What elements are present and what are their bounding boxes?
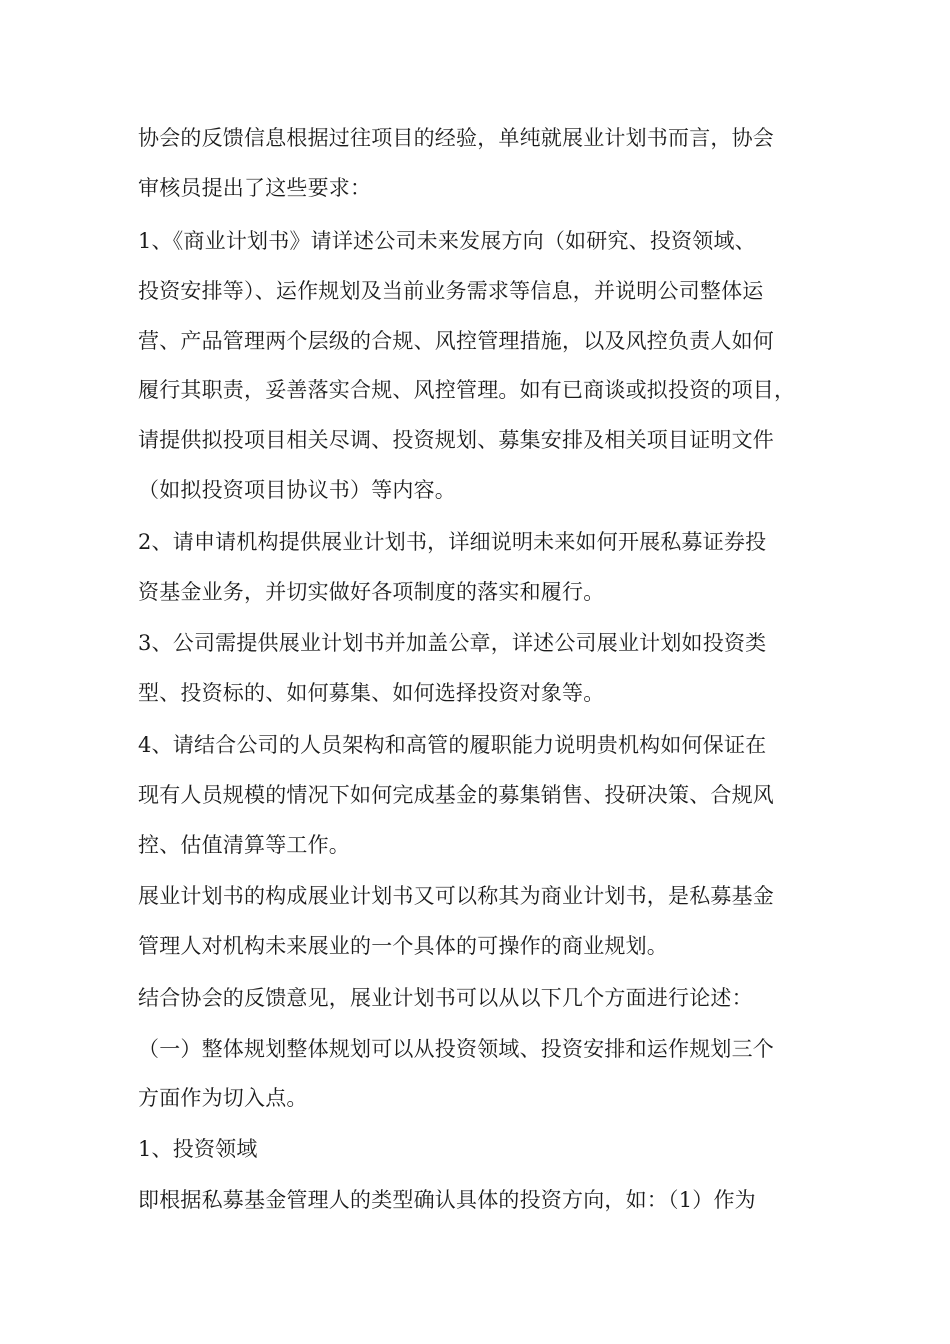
text-line: 投资安排等）、运作规划及当前业务需求等信息，并说明公司整体运 <box>138 279 764 303</box>
text-line: 型、投资标的、如何募集、如何选择投资对象等。 <box>138 681 605 705</box>
text-line: （如拟投资项目协议书）等内容。 <box>138 478 456 502</box>
text-line: 结合协会的反馈意见，展业计划书可以从以下几个方面进行论述： <box>138 986 753 1010</box>
text-line: 方面作为切入点。 <box>138 1086 308 1110</box>
text-line: 即根据私募基金管理人的类型确认具体的投资方向，如：（1）作为 <box>138 1188 756 1212</box>
text-line: 展业计划书的构成展业计划书又可以称其为商业计划书，是私募基金 <box>138 884 774 908</box>
text-line: 3、公司需提供展业计划书并加盖公章，详述公司展业计划如投资类 <box>138 631 767 655</box>
text-line: 1、《商业计划书》请详述公司未来发展方向（如研究、投资领域、 <box>138 229 756 253</box>
text-line: 请提供拟投项目相关尽调、投资规划、募集安排及相关项目证明文件 <box>138 428 774 452</box>
text-line: 协会的反馈信息根据过往项目的经验，单纯就展业计划书而言，协会 <box>138 126 774 150</box>
text-line: 管理人对机构未来展业的一个具体的可操作的商业规划。 <box>138 934 668 958</box>
text-line: 营、产品管理两个层级的合规、风控管理措施，以及风控负责人如何 <box>138 329 774 353</box>
text-line: 审核员提出了这些要求： <box>138 176 372 200</box>
text-line: 资基金业务，并切实做好各项制度的落实和履行。 <box>138 580 605 604</box>
text-line: （一）整体规划整体规划可以从投资领域、投资安排和运作规划三个 <box>138 1037 774 1061</box>
text-line: 4、请结合公司的人员架构和高管的履职能力说明贵机构如何保证在 <box>138 733 767 757</box>
text-line: 履行其职责，妥善落实合规、风控管理。如有已商谈或拟投资的项目， <box>138 378 796 402</box>
text-line: 现有人员规模的情况下如何完成基金的募集销售、投研决策、合规风 <box>138 783 774 807</box>
text-line: 控、估值清算等工作。 <box>138 833 350 857</box>
text-line: 2、请申请机构提供展业计划书，详细说明未来如何开展私募证券投 <box>138 530 767 554</box>
text-line: 1、投资领域 <box>138 1137 258 1161</box>
